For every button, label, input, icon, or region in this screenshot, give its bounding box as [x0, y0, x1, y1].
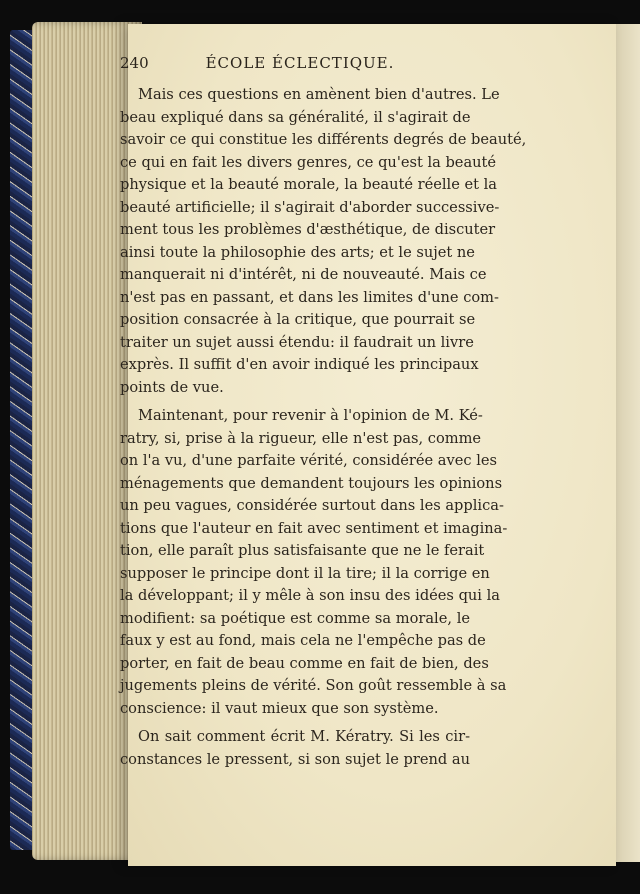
text-line: points de vue.	[120, 378, 224, 396]
running-head: ÉCOLE ÉCLECTIQUE.	[205, 54, 395, 72]
text-line: jugements pleins de vérité. Son goût ressemble à sa	[120, 677, 507, 694]
text-line: constances le pressent, si son sujet le prend au	[120, 750, 470, 768]
text-line: ratry, si, prise à la rigueur, elle n'est pas, comme	[120, 429, 482, 447]
body-text	[120, 84, 527, 771]
text-line: On sait comment écrit M. Kératry. Si les cir-	[138, 728, 470, 745]
text-line: savoir ce qui constitue les différents degrés de beauté,	[120, 131, 527, 148]
text-line: physique et la beauté morale, la beauté réelle et la	[120, 176, 498, 193]
text-line: Maintenant, pour revenir à l'opinion de M. Ké-	[138, 407, 483, 424]
text-line: traiter un sujet aussi étendu: il faudrait un livre	[120, 333, 474, 351]
facing-page-edge	[614, 24, 640, 862]
text-line: ce qui en fait les divers genres, ce qu'est la beauté	[120, 153, 497, 171]
paragraph	[120, 405, 508, 720]
text-line: beau expliqué dans sa généralité, il s'agirait de	[120, 108, 471, 126]
text-line: la développant; il y mêle à son insu des idées qui la	[120, 587, 500, 604]
text-line: modifient: sa poétique est comme sa morale, le	[120, 609, 470, 627]
page-number: 240	[120, 54, 149, 72]
text-line: un peu vagues, considérée surtout dans les applica-	[120, 497, 504, 514]
text-line: conscience: il vaut mieux que son système.	[120, 699, 439, 717]
page-header	[120, 54, 480, 80]
text-line: manquerait ni d'intérêt, ni de nouveauté. Mais ce	[120, 266, 487, 283]
paragraph	[120, 726, 470, 771]
text-line: ment tous les problèmes d'æsthétique, de discuter	[120, 221, 496, 238]
text-line: exprès. Il suffit d'en avoir indiqué les principaux	[120, 356, 479, 373]
paragraph	[120, 84, 527, 399]
text-line: tion, elle paraît plus satisfaisante que ne le ferait	[120, 542, 485, 559]
text-line: ainsi toute la philosophie des arts; et le sujet ne	[120, 243, 475, 261]
text-line: tions que l'auteur en fait avec sentiment et imagina-	[120, 519, 508, 537]
text-line: porter, en fait de beau comme en fait de bien, des	[120, 654, 489, 672]
text-line: n'est pas en passant, et dans les limites d'une com-	[120, 288, 499, 306]
text-line: on l'a vu, d'une parfaite vérité, considérée avec les	[120, 452, 497, 469]
text-line: position consacrée à la critique, que pourrait se	[120, 311, 476, 328]
text-line: supposer le principe dont il la tire; il la corrige en	[120, 564, 490, 582]
text-line: Mais ces questions en amènent bien d'autres. Le	[138, 86, 500, 103]
text-line: faux y est au fond, mais cela ne l'empêche pas de	[120, 632, 486, 649]
text-line: ménagements que demandent toujours les opinions	[120, 474, 503, 492]
text-line: beauté artificielle; il s'agirait d'aborder successive-	[120, 198, 500, 216]
